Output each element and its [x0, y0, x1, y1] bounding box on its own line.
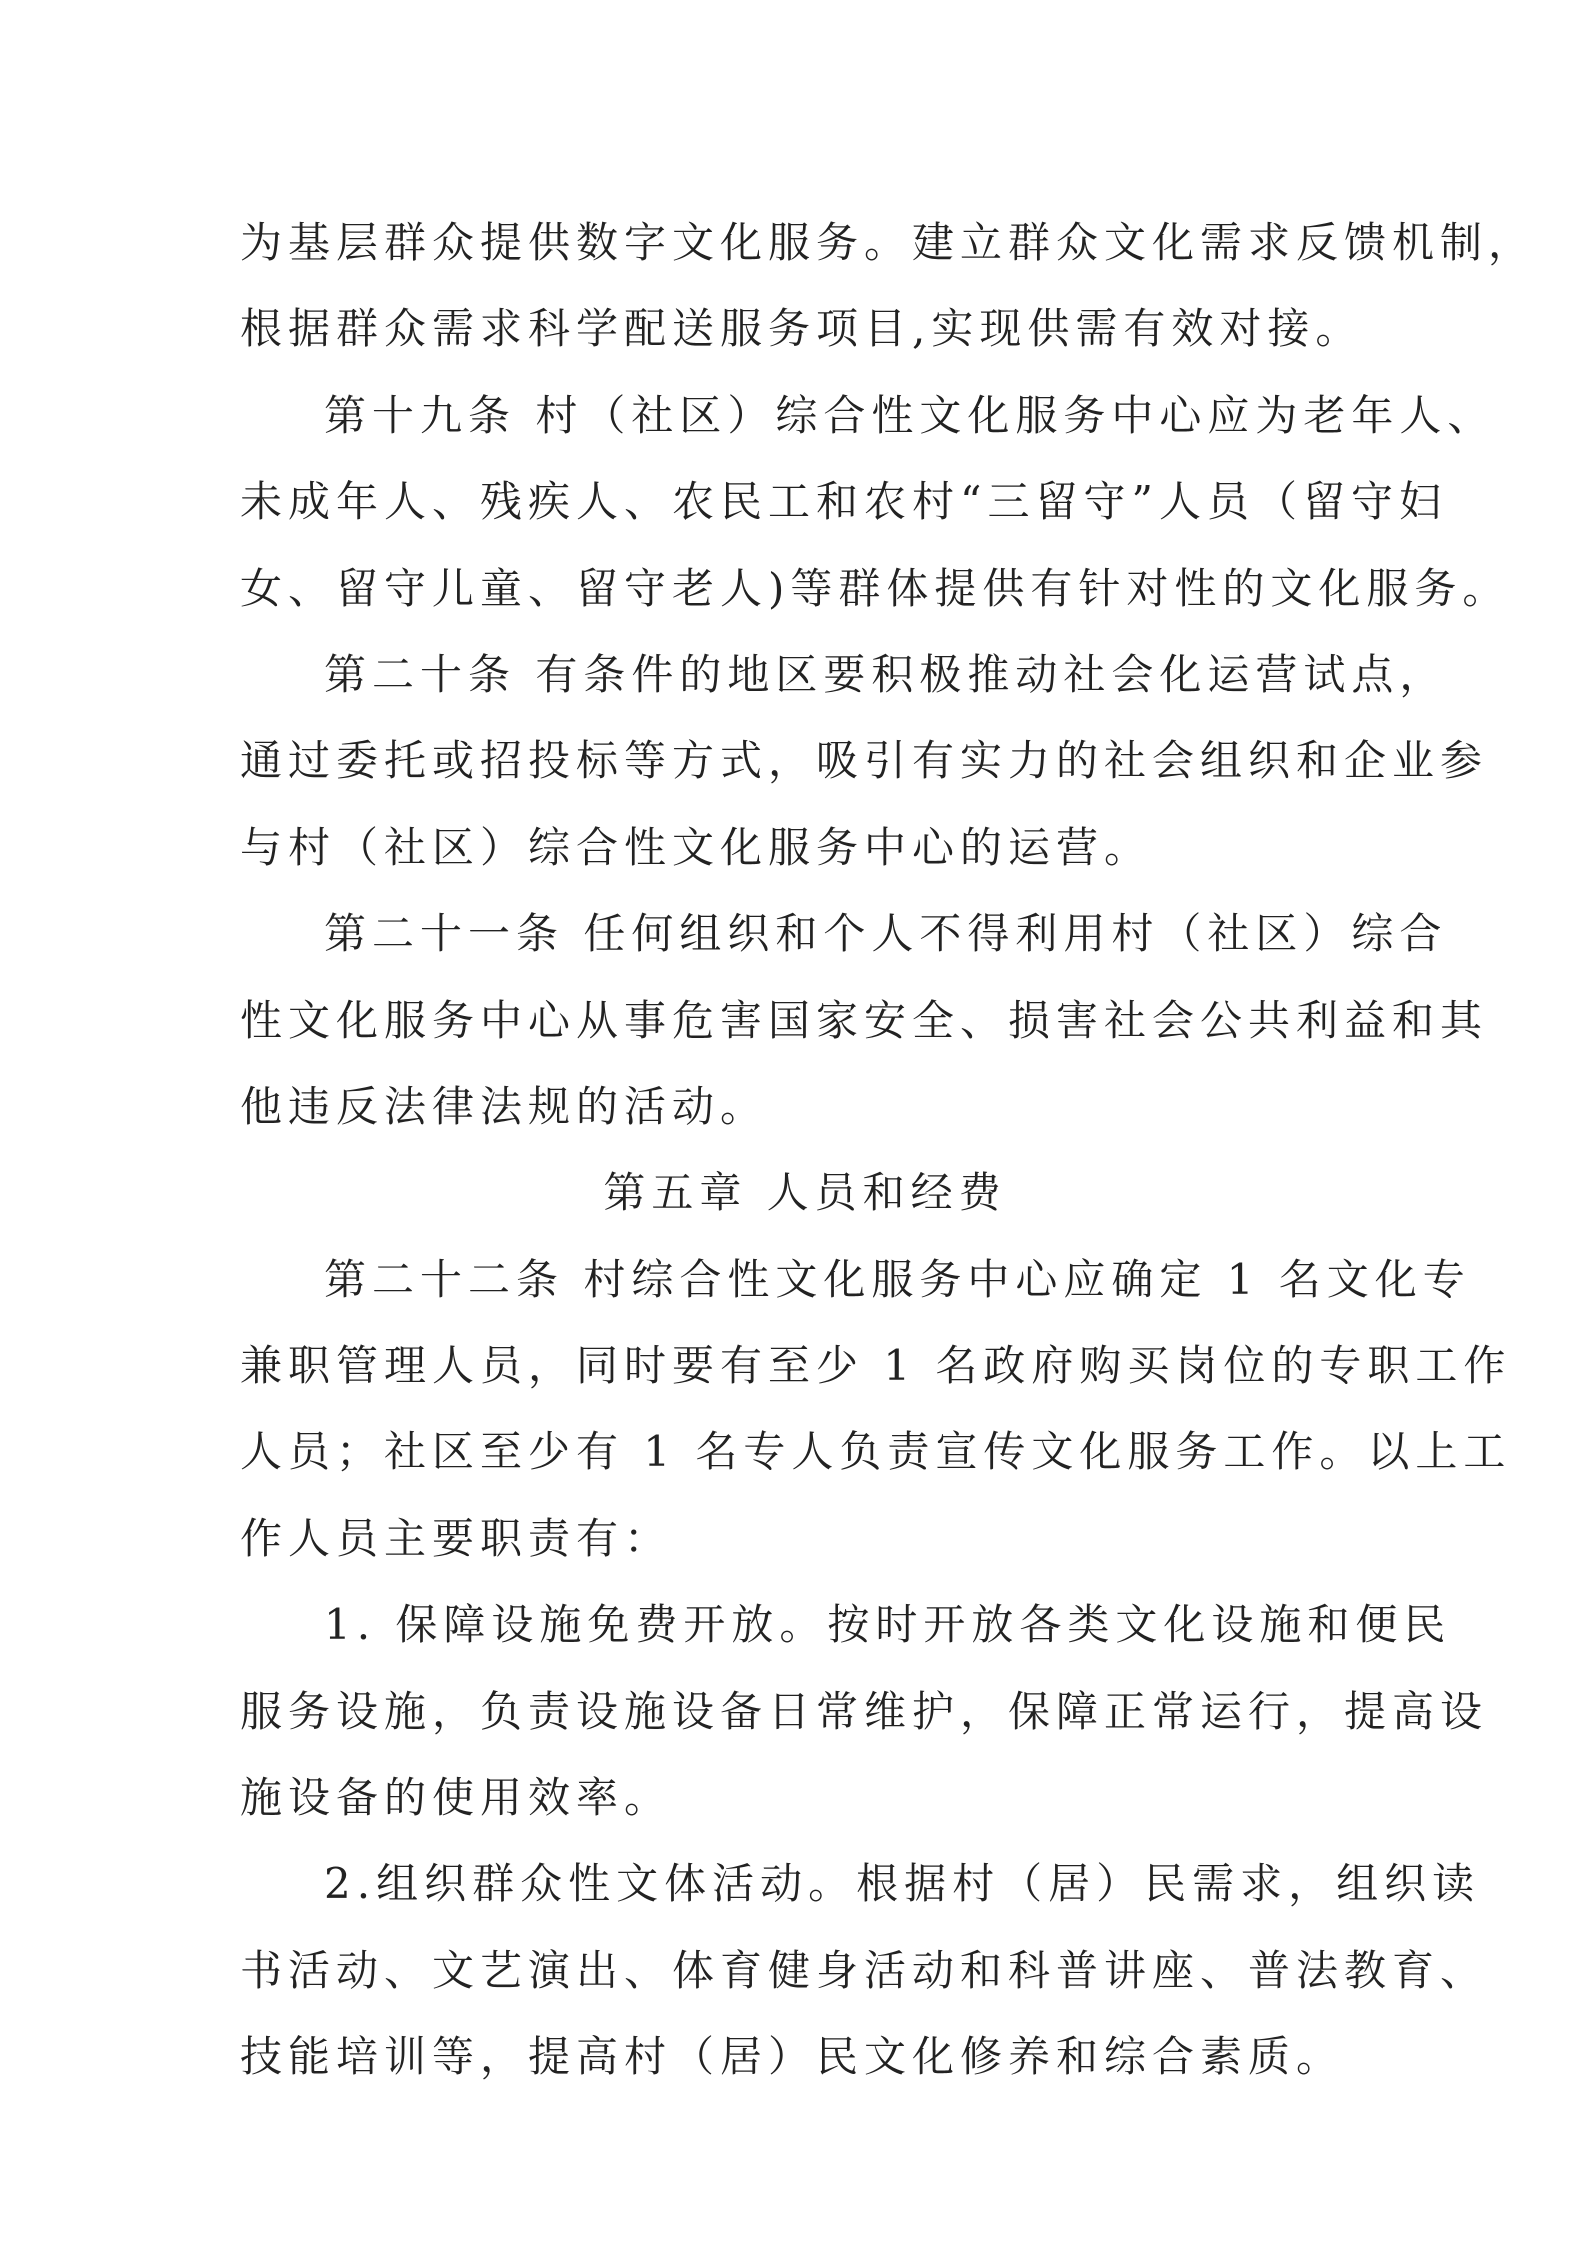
text-line: 人员；社区至少有 1 名专人负责宣传文化服务工作。以上工 [240, 1427, 1512, 1477]
article-19-line: 第十九条 村（社区）综合性文化服务中心应为老年人、 [324, 390, 1496, 440]
article-20-line: 第二十条 有条件的地区要积极推动社会化运营试点， [324, 649, 1448, 699]
chapter-heading: 第五章 人员和经费 [603, 1168, 1007, 1218]
text-line: 女、留守儿童、留守老人)等群体提供有针对性的文化服务。 [240, 563, 1511, 613]
text-line: 技能培训等，提高村（居）民文化修养和综合素质。 [240, 2032, 1345, 2082]
text-line: 根据群众需求科学配送服务项目,实现供需有效对接。 [240, 304, 1364, 354]
text-line: 性文化服务中心从事危害国家安全、损害社会公共利益和其 [240, 995, 1489, 1045]
text-line: 未成年人、残疾人、农民工和农村“三留守”人员（留守妇 [240, 477, 1447, 527]
text-line: 施设备的使用效率。 [240, 1773, 673, 1823]
text-line: 书活动、文艺演出、体育健身活动和科普讲座、普法教育、 [240, 1945, 1489, 1995]
text-line: 通过委托或招投标等方式，吸引有实力的社会组织和企业参 [240, 736, 1489, 786]
text-line: 为基层群众提供数字文化服务。建立群众文化需求反馈机制， [240, 218, 1537, 267]
article-21-line: 第二十一条 任何组织和个人不得利用村（社区）综合 [324, 909, 1448, 959]
text-line: 他违反法律法规的活动。 [240, 1081, 769, 1131]
list-item-1-line: 1. 保障设施免费开放。按时开放各类文化设施和便民 [324, 1600, 1452, 1650]
text-line: 与村（社区）综合性文化服务中心的运营。 [240, 822, 1153, 872]
text-line: 兼职管理人员，同时要有至少 1 名政府购买岗位的专职工作 [240, 1341, 1512, 1391]
body-text [240, 200, 1537, 2101]
article-22-line: 第二十二条 村综合性文化服务中心应确定 1 名文化专 [324, 1254, 1471, 1304]
text-line: 作人员主要职责有： [240, 1513, 673, 1563]
text-line: 服务设施，负责设施设备日常维护，保障正常运行，提高设 [240, 1686, 1489, 1736]
list-item-2-line: 2.组织群众性文体活动。根据村（居）民需求，组织读 [324, 1859, 1481, 1909]
